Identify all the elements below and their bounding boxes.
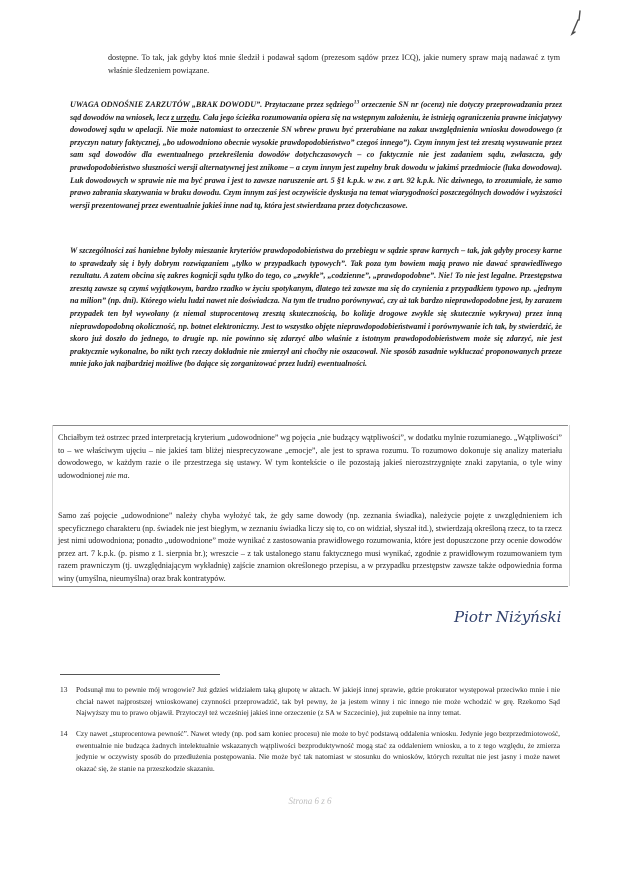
signature <box>450 602 580 632</box>
pen-mark <box>566 10 584 36</box>
footnote-ref-13: 13 <box>353 99 360 106</box>
footnote-separator <box>60 674 220 675</box>
svg-text:Piotr Niżyński: Piotr Niżyński <box>454 608 562 626</box>
footnote-13 <box>60 684 560 719</box>
footnote-number: 14 <box>60 729 68 738</box>
page-number: Strona 6 z 6 <box>288 796 332 806</box>
evidence-remark-paragraph: UWAGA ODNOŚNIE ZARZUTÓW „BRAK DOWODU”. Przytaczane przez sędziego$^{13}$ orzeczenie SN nr (ocenz) nie dotyczy przeprowadzania przez sąd dowodów na wniosek, lecz z urzędu. Cała jego ścieżka rozumowania opiera się na wstępnym założeniu, że istnieją ograniczenia prawne inicjatywy dowodowej sądu w apelacji. Nie może natomiast to orzeczenie SN wbrew prawu być przerabiane na zakaz uwzględnienia wniosku dowodowego (z przyczyn natury faktycznej, „bo udowodniono obecnie wysokie prawdopodobieństwo” czegoś innego”). Czym innym jest też zresztą wysuwanie przez sam sąd dowodów dla ewentualnego przekreślenia dowodów dotychczasowych – co faktycznie nie jest zadaniem sądu, zwłaszcza, gdy prawdopodobieństwo słuszności wersji alternatywnej jest znikome – a czym innym jest zupełny brak dowodu w jakimś przedmiocie (luka dowodowa). Luk dowodowych w sprawie nie ma być prawa i jest to zawsze naruszenie art. 5 §1 k.p.k. w zw. z art. 92 k.p.k. Nic dziwnego, to zrozumiałe, że samo prawo zabrania skazywania w braku dowodu. Czym innym zaś jest oczywiście dyskusja na temat wiarygodności poszczególnych dowodów i wyższości wersji prezentowanej przez ewentualnie jakieś inne nad tą, która jest stwierdzana przez dotychczasowe. <box>70 99 562 210</box>
boxed-paragraph-proven: Samo zaś pojęcie „udowodnione” należy chyba wyłożyć tak, że gdy same dowody (np. zeznania świadka), należycie pojęte z uwzględnieniem ich specyficznego charakteru (np. świadek nie jest biegłym, w zeznaniu świadka liczy się to, co on widział, słyszał itd.), stwierdzają określoną rzecz, to ta rzecz jest nimi udowodniona; ponadto „udowodnione” może wynikać z zastosowania prawidłowego rozumowania, które jest dopuszczone przy ocenie dowodów przez art. 7 k.p.k. (p. pismo z 1. sierpnia br.); wreszcie – z tak ustalonego stanu faktycznego musi wynikać, zgodnie z prawidłowym rozumowaniem tym razem prawniczym (tj. uwzględniającym wykładnię) zajście znamion określonego przepisu, a w przypadku przestępstw zawsze także odpowiednia forma winy (umyślna, nieumyślna) oraz brak kontratypów. <box>58 511 562 583</box>
intro-paragraph: dostępne. To tak, jak gdyby ktoś mnie śledził i podawał sądom (prezesom sądów przez ICQ), jakie numery spraw mają nadawać z tym właśnie śledzeniem powiązane. <box>108 53 560 75</box>
footnote-14 <box>60 728 560 774</box>
box-bottom-rule <box>52 586 568 587</box>
footnote-text: Czy nawet „stuprocentowa pewność”. Nawet wtedy (np. pod sam koniec procesu) nie może to być podstawą oddalenia wniosku. Jedynie jego bezprzedmiotowość, ewentualnie nie budząca żadnych intelektualnie wskazanych wątpliwości bezproduktywność mogą stać za oddaleniem wniosku, a to z tego względu, że zmierza jedynie w oczywisty sposób do przedłużenia postępowania. Nie może być tak natomiast w stosunku do wniosków, których rezultat nie jest jasny i może nawet okazać się, że stanie na przeszkodzie skazaniu. <box>76 729 560 773</box>
underlined-phrase: z urzędu <box>171 112 199 122</box>
probability-paragraph: W szczególności zaś haniebne byłoby mieszanie kryteriów prawdopodobieństwa do przebiegu w sądzie spraw karnych – tak, jak gdyby procesy karne to sprawdzały się i były dobrym rozwiązaniem „tylko w przypadkach typowych”. Tak poza tym bowiem mają prawo nie dawać sprawiedliwego rezultatu. A zatem obcina się zakres kognicji sądu tylko do tego, co „zwykłe”, „codzienne”, „prawdopodobne”. Nie! To nie jest legalne. Przestępstwa zresztą zawsze są czymś wyjątkowym, bardzo rzadko w życiu spotykanym, dlatego też zawsze ma się do czynienia z przypadkiem typowo np. „jednym na milion” (np. dni). Którego wielu ludzi nawet nie doświadcza. Na tym tle trudno porównywać, czy aż tak bardzo nieprawdopodobne jest, by zarazem przypadek ten był wywołany (z niemal stuprocentową zresztą skutecznością, bo kolizje drogowe zwykle się skutecznie wykrywa) przez inną nieprawdopodobną okoliczność, np. botnet elektroniczny. Jest to wszystko objęte nieprawdopodobieństwami i porównywanie ich tak, by stwierdzić, że skoro już doszło do jednego, to drugie np. nie powinno się zdarzyć albo właśnie z istotnym prawdopodobieństwem może się zdarzyć, nie jest praktycznie wykonalne, bo nikt tych rzeczy dokładnie nie zmierzył ani choćby nie oszacował. Nie sposób zasadnie wykluczać proponowanych przeze mnie jako jak najbardziej możliwe (bo dające się zorganizować przez ludzi) ewentualności. <box>70 246 562 369</box>
footnote-number: 13 <box>60 685 68 694</box>
boxed-paragraph-doubt: Chciałbym też ostrzec przed interpretacją kryterium „udowodnione” wg pojęcia „nie budzący wątpliwości”, w dodatku mylnie rozumianego. „Wątpliwości” to – we właściwym ujęciu – nie jakieś tam bliżej niesprecyzowane „emocje”, ale jest to sprawa rozumu. To rozumowo dokonuje się analizy materiału dowodowego, w każdym razie o ile przestrzega się ustawy. W tym kontekście o ile pozostają jakieś nierozstrzygnięte znaki zapytania, o tyle winy udowodnionej nie ma. <box>58 433 562 480</box>
footnote-text: Podsunął mu to pewnie mój wrogowie? Już gdzieś widziałem taką głupotę w aktach. W jakiejś innej sprawie, gdzie prokurator występował przeciwko mnie i nie chciał nawet najprostszej wnioskowanej czynności przeprowadzić, tak był pewny, że ja jestem winny i nic innego nie może wchodzić w grę. Rzekomo Sąd Najwyższy mu to prawo objawił. Przytoczył też wcześniej jakieś inne orzeczenie (z SA w Szczecinie), już zupełnie na inny temat. <box>76 685 560 718</box>
remark-title: UWAGA ODNOŚNIE ZARZUTÓW „BRAK DOWODU”. <box>70 100 263 109</box>
